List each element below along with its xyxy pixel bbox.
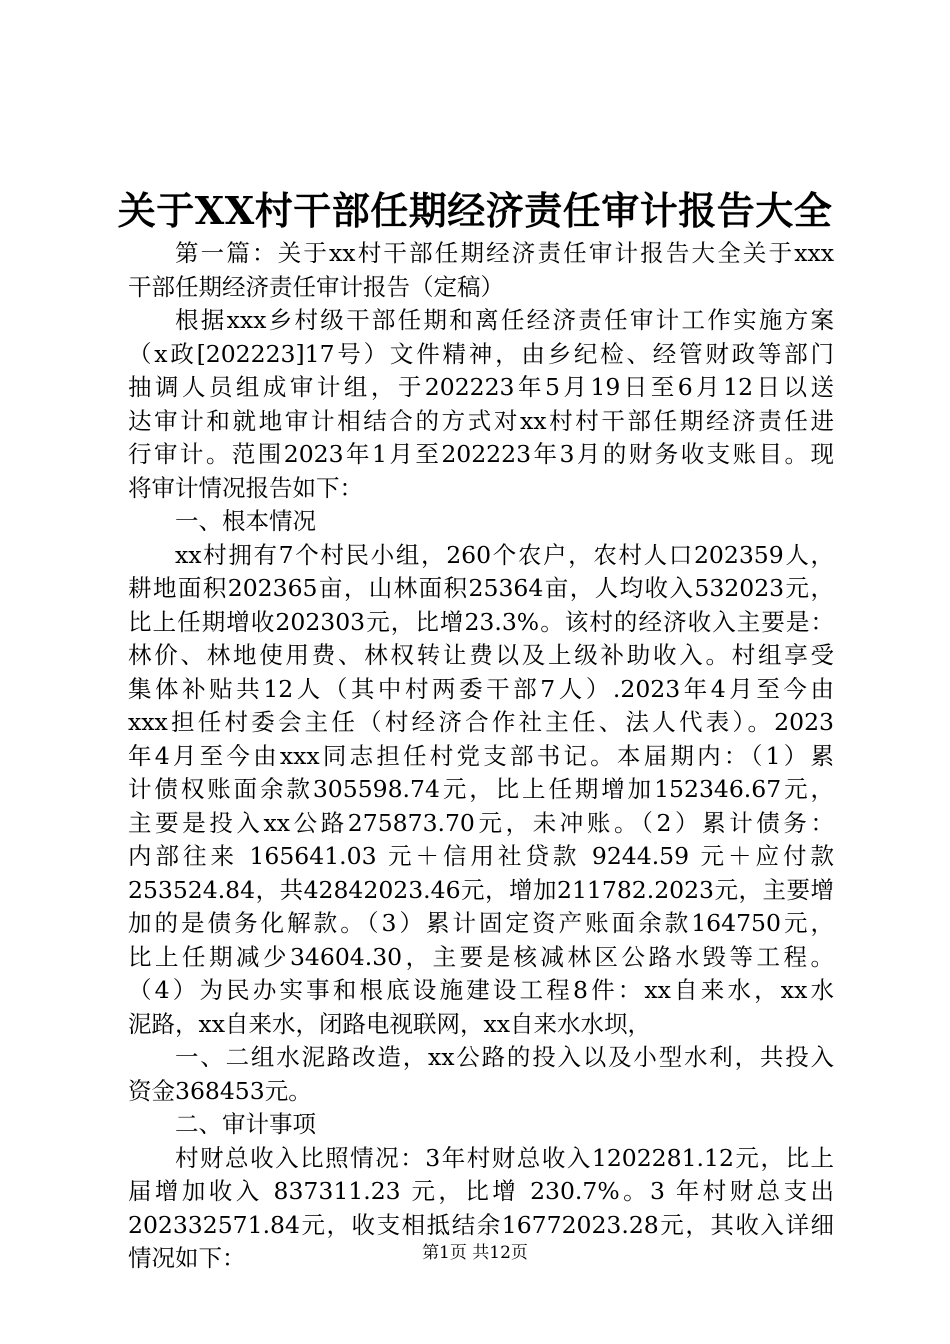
- paragraph-line: 计债权账面余款305598.74元，比上任期增加152346.67元，: [128, 775, 834, 803]
- paragraph-line: 达审计和就地审计相结合的方式对xx村村干部任期经济责任进: [128, 406, 834, 435]
- document-title: 关于XX村干部任期经济责任审计报告大全: [117, 188, 833, 233]
- paragraph-line: 抽调人员组成审计组，于202223年5月19日至6月12日以送: [128, 373, 834, 401]
- paragraph-line: 行审计。范围2023年1月至202223年3月的财务收支账目。现: [128, 440, 834, 468]
- paragraph-line: 林价、林地使用费、林权转让费以及上级补助收入。村组享受: [128, 641, 834, 669]
- paragraph-line: 干部任期经济责任审计报告（定稿）: [128, 272, 504, 301]
- paragraph-line: 比上任期增收202303元，比增23.3%。该村的经济收入主要是：: [128, 607, 834, 636]
- paragraph-line: （x政[202223]17号）文件精神，由乡纪检、经管财政等部门: [128, 339, 834, 368]
- paragraph-line: 一、根本情况: [175, 507, 316, 535]
- paragraph-line: 资金368453元。: [128, 1076, 312, 1105]
- paragraph-line: 情况如下：: [128, 1244, 246, 1272]
- paragraph-line: 耕地面积202365亩，山林面积25364亩，人均收入532023元，: [128, 574, 834, 602]
- paragraph-line: 将审计情况报告如下：: [128, 473, 363, 502]
- paragraph-line: 集体补贴共12人（其中村两委干部7人）.2023年4月至今由: [128, 674, 834, 703]
- paragraph-line: 年4月至今由xxx同志担任村党支部书记。本届期内：（1）累: [128, 741, 834, 770]
- paragraph-line: 村财总收入比照情况：3年村财总收入1202281.12元，比上: [175, 1143, 834, 1172]
- paragraph-line: 253524.84，共42842023.46元，增加211782.2023元，主要增: [128, 875, 834, 904]
- paragraph-line: 202332571.84元，收支相抵结余16772023.28元，其收入详细: [128, 1210, 834, 1239]
- paragraph-line: 加的是债务化解款。（3）累计固定资产账面余款164750元，: [128, 909, 834, 937]
- paragraph-line: 届增加收入 837311.23 元，比增 230.7%。3 年村财总支出: [128, 1177, 834, 1205]
- paragraph-line: 根据xxx乡村级干部任期和离任经济责任审计工作实施方案: [175, 306, 834, 334]
- paragraph-line: 一、二组水泥路改造，xx公路的投入以及小型水利，共投入: [175, 1043, 834, 1071]
- paragraph-line: xx村拥有7个村民小组，260个农户，农村人口202359人，: [175, 540, 834, 569]
- paragraph-line: 泥路，xx自来水，闭路电视联网，xx自来水水坝，: [128, 1009, 652, 1038]
- document-body: [128, 237, 834, 1276]
- paragraph-line: 比上任期减少34604.30，主要是核减林区公路水毁等工程。: [128, 942, 834, 971]
- page-footer: 第1页 共12页: [422, 1243, 528, 1263]
- paragraph-line: 二、审计事项: [175, 1110, 316, 1138]
- paragraph-line: xxx担任村委会主任（村经济合作社主任、法人代表）。2023: [128, 708, 834, 736]
- paragraph-line: 第一篇：关于xx村干部任期经济责任审计报告大全关于xxx: [175, 239, 834, 267]
- paragraph-line: 内部往来 165641.03 元＋信用社贷款 9244.59 元＋应付款: [128, 842, 834, 870]
- paragraph-line: 主要是投入xx公路275873.70元，未冲账。（2）累计债务：: [128, 808, 834, 837]
- paragraph-line: （4）为民办实事和根底设施建设工程8件：xx自来水，xx水: [128, 976, 834, 1004]
